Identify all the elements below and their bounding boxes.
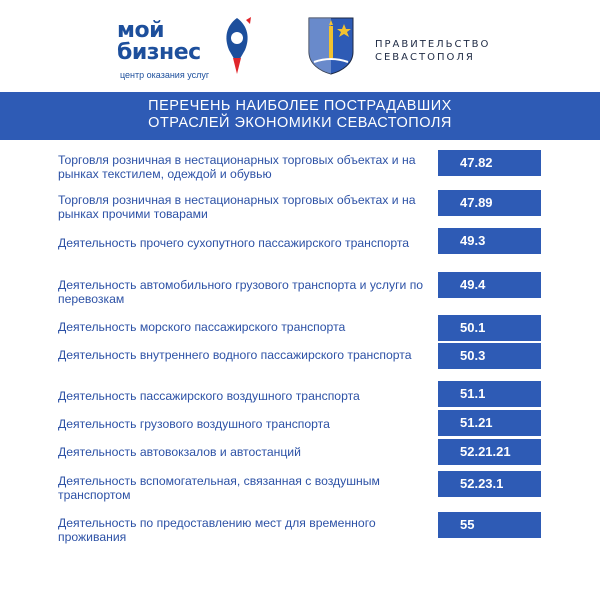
okved-code-badge: 50.3 <box>438 343 541 369</box>
okved-code-badge: 50.1 <box>438 315 541 341</box>
industry-label: Деятельность пассажирского воздушного транспорта <box>58 389 360 403</box>
gov-line1: ПРАВИТЕЛЬСТВО <box>375 39 491 50</box>
industry-label: Деятельность автовокзалов и автостанций <box>58 445 301 459</box>
banner-line2: ОТРАСЛЕЙ ЭКОНОМИКИ СЕВАСТОПОЛЯ <box>148 115 452 131</box>
logo-subtitle: центр оказания услуг <box>120 70 210 80</box>
sevastopol-emblem-icon <box>306 16 356 76</box>
okved-code-badge: 49.3 <box>438 228 541 254</box>
okved-code-badge: 49.4 <box>438 272 541 298</box>
okved-code-badge: 52.23.1 <box>438 471 541 497</box>
okved-code-badge: 51.1 <box>438 381 541 407</box>
industry-label: Деятельность грузового воздушного транспорта <box>58 417 330 431</box>
industry-label: Деятельность по предоставлению мест для временного проживания <box>58 516 376 544</box>
industry-label: Торговля розничная в нестационарных торговых объектах и на рынках прочими товарами <box>58 193 416 221</box>
industry-label: Деятельность прочего сухопутного пассажирского транспорта <box>58 236 410 250</box>
location-pin-icon <box>220 16 254 76</box>
industry-label: Деятельность автомобильного грузового транспорта и услуги по перевозкам <box>58 278 424 306</box>
okved-code-badge: 55 <box>438 512 541 538</box>
okved-code-badge: 51.21 <box>438 410 541 436</box>
industry-label: Деятельность морского пассажирского транспорта <box>58 320 346 334</box>
title-banner <box>0 92 600 140</box>
industry-label: Деятельность внутреннего водного пассажирского транспорта <box>58 348 412 362</box>
okved-code-badge: 47.82 <box>438 150 541 176</box>
okved-code-badge: 47.89 <box>438 190 541 216</box>
gov-line2: СЕВАСТОПОЛЯ <box>375 52 475 63</box>
okved-code-badge: 52.21.21 <box>438 439 541 465</box>
logo-word-line1: мой <box>117 18 165 43</box>
industry-label: Деятельность вспомогательная, связанная с воздушным транспортом <box>58 474 380 502</box>
logo-word-line2: бизнес <box>117 40 201 65</box>
banner-line1: ПЕРЕЧЕНЬ НАИБОЛЕЕ ПОСТРАДАВШИХ <box>148 98 452 114</box>
header <box>0 0 600 90</box>
industry-label: Торговля розничная в нестационарных торговых объектах и на рынках текстилем, одеждой и обувью <box>58 153 416 181</box>
government-title <box>375 38 490 64</box>
